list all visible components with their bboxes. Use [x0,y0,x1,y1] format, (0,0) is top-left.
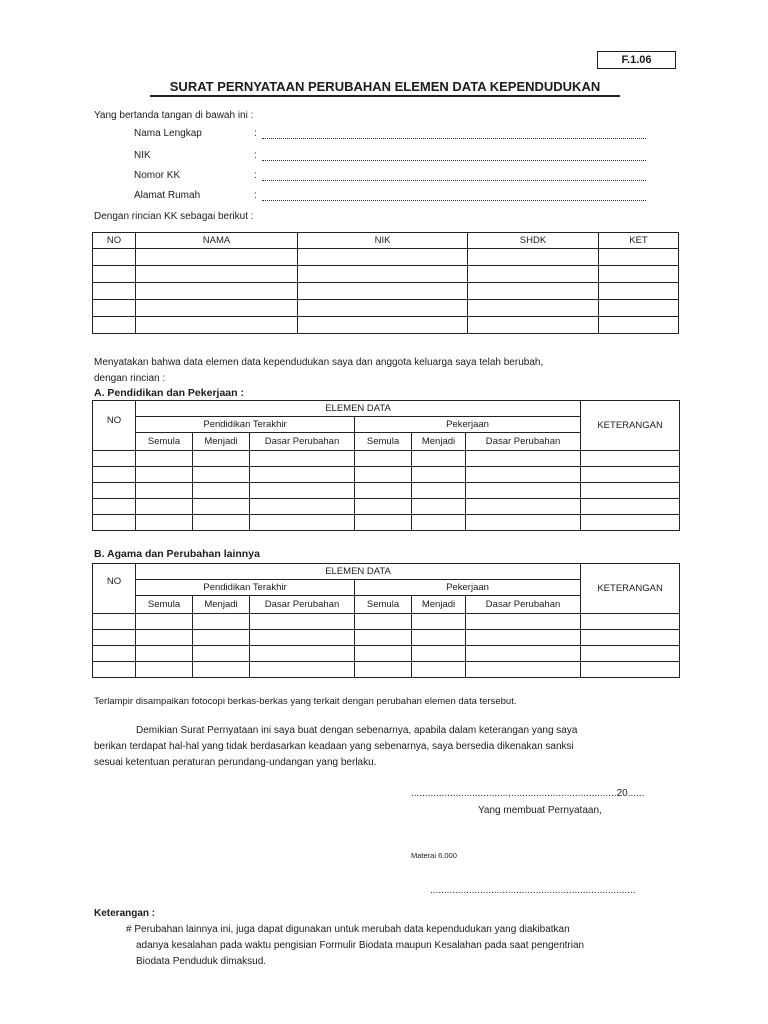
section-a-table-cell[interactable] [355,515,412,531]
section-a-header-elemen-data: ELEMEN DATA [136,401,581,417]
kk-table-cell[interactable] [599,317,679,334]
section-a-table-cell[interactable] [355,467,412,483]
kk-table-cell[interactable] [136,317,298,334]
section-b-header-pekerjaan: Pekerjaan [355,580,581,596]
kk-table-cell[interactable] [599,266,679,283]
section-b-sub-menjadi: Menjadi [193,596,250,614]
section-a-table-cell[interactable] [355,451,412,467]
kk-table-cell[interactable] [136,266,298,283]
section-a-table-cell[interactable] [250,483,355,499]
section-a-table-cell[interactable] [581,467,680,483]
field-colon: : [254,170,257,181]
form-code: F.1.06 [597,51,676,69]
kk-table-cell[interactable] [136,283,298,300]
section-b-header-elemen-data: ELEMEN DATA [136,564,581,580]
section-b-table-cell[interactable] [250,662,355,678]
closing-line-3: sesuai ketentuan peraturan perundang-undangan yang berlaku. [94,757,377,768]
kk-table-cell[interactable] [93,266,136,283]
section-a-table-row [93,467,680,483]
section-a-sub-menjadi: Menjadi [193,433,250,451]
section-b-header-keterangan: KETERANGAN [581,564,680,614]
section-a-table-cell[interactable] [93,483,136,499]
kk-table-cell[interactable] [93,300,136,317]
section-a-table-cell[interactable] [466,483,581,499]
statement-text [94,355,543,387]
section-b-table-row [93,662,680,678]
field-colon: : [254,150,257,161]
kk-table-cell[interactable] [468,300,599,317]
kk-header-nama: NAMA [136,233,298,249]
section-b-table-row [93,614,680,630]
section-b-table-cell[interactable] [93,614,136,630]
alamat-fill-line[interactable] [262,200,646,201]
section-a-table-row [93,451,680,467]
section-b-table-cell[interactable] [581,662,680,678]
section-a-table-cell[interactable] [412,467,466,483]
section-b-table-cell[interactable] [136,614,193,630]
section-a-table-cell[interactable] [136,467,193,483]
section-b-table-cell[interactable] [250,646,355,662]
section-a-table-cell[interactable] [250,451,355,467]
section-b-header-pendidikan: Pendidikan Terakhir [136,580,355,596]
section-b-table-cell[interactable] [466,614,581,630]
signer-label: Yang membuat Pernyataan, [478,805,602,816]
kk-table-cell[interactable] [93,249,136,266]
kk-header-nik: NIK [298,233,468,249]
kk-table-cell[interactable] [298,249,468,266]
section-a-table [92,400,680,531]
section-b-header-no: NO [93,564,136,614]
section-a-title: A. Pendidikan dan Pekerjaan : [94,387,244,399]
field-label-alamat: Alamat Rumah [134,190,201,201]
section-b-table-cell[interactable] [412,662,466,678]
section-b-table-row [93,630,680,646]
section-a-table-cell[interactable] [136,515,193,531]
kk-table-row [93,300,679,317]
stamp-label: Materai 6.000 [411,851,457,860]
section-a-table-cell[interactable] [193,483,250,499]
kk-table-cell[interactable] [599,283,679,300]
form-title: SURAT PERNYATAAN PERUBAHAN ELEMEN DATA KEPENDUDUKAN [150,79,620,97]
kk-table-row [93,249,679,266]
section-a-table-row [93,483,680,499]
kk-table-cell[interactable] [298,266,468,283]
section-a-table-cell[interactable] [581,499,680,515]
section-a-table-cell[interactable] [136,499,193,515]
section-a-table-cell[interactable] [250,467,355,483]
kk-table-cell[interactable] [468,249,599,266]
section-b-table-cell[interactable] [93,662,136,678]
field-label-nik: NIK [134,150,151,161]
kk-table-cell[interactable] [93,283,136,300]
section-a-sub-dasar: Dasar Perubahan [250,433,355,451]
field-colon: : [254,128,257,139]
section-b-table-cell[interactable] [466,646,581,662]
section-a-table-cell[interactable] [193,467,250,483]
section-a-table-cell[interactable] [193,499,250,515]
statement-line-1: Menyatakan bahwa data elemen data kependudukan saya dan anggota keluarga saya telah berubah, [94,357,544,368]
section-a-table-cell[interactable] [136,483,193,499]
section-a-header-pendidikan: Pendidikan Terakhir [136,417,355,433]
section-a-table-cell[interactable] [250,499,355,515]
section-a-table-cell[interactable] [581,515,680,531]
kk-header-shdk: SHDK [468,233,599,249]
kk-table-header [93,233,679,249]
nama-fill-line[interactable] [262,138,646,139]
section-a-table-row [93,515,680,531]
intro-text: Yang bertanda tangan di bawah ini : [94,110,254,121]
section-a-table-cell[interactable] [466,451,581,467]
section-a-table-cell[interactable] [93,467,136,483]
section-b-table-cell[interactable] [581,630,680,646]
signature-line[interactable]: .......................................................................... [430,885,636,896]
section-b-table-cell[interactable] [193,630,250,646]
attachment-note: Terlampir disampaikan fotocopi berkas-berkas yang terkait dengan perubahan elemen data tersebut. [94,696,517,707]
section-b-table-cell[interactable] [93,630,136,646]
kk-table-row [93,283,679,300]
section-b-table-cell[interactable] [466,630,581,646]
section-a-table-cell[interactable] [250,515,355,531]
section-b-sub-dasar: Dasar Perubahan [250,596,355,614]
section-a-header-no: NO [93,401,136,451]
note-line-2: adanya kesalahan pada waktu pengisian Formulir Biodata maupun Kesalahan pada saat pengentrian [136,940,585,951]
section-b-sub-semula-2: Semula [355,596,412,614]
section-b-sub-dasar-2: Dasar Perubahan [466,596,581,614]
closing-line-1: Demikian Surat Pernyataan ini saya buat dengan sebenarnya, apabila dalam keterangan yang saya [136,725,578,736]
section-a-table-cell[interactable] [355,499,412,515]
note-line-3: Biodata Penduduk dimaksud. [136,956,267,967]
kk-table-cell[interactable] [298,317,468,334]
kk-intro-text: Dengan rincian KK sebagai berikut : [94,211,254,222]
date-place-line[interactable]: ...................................,......................................20...... [411,788,645,799]
kk-table-cell[interactable] [468,317,599,334]
section-a-table-cell[interactable] [412,515,466,531]
field-label-nomor-kk: Nomor KK [134,170,181,181]
kk-table-cell[interactable] [468,266,599,283]
closing-line-2: berikan terdapat hal-hal yang tidak berdasarkan keadaan yang sebenarnya, saya bersedia dikenakan sanksi [94,741,574,752]
section-b-table-cell[interactable] [355,614,412,630]
section-b-table-cell[interactable] [581,614,680,630]
section-a-table-cell[interactable] [93,499,136,515]
field-label-nama: Nama Lengkap [134,128,202,139]
section-b-table-cell[interactable] [412,614,466,630]
kk-table-cell[interactable] [298,283,468,300]
section-a-table-cell[interactable] [193,451,250,467]
section-a-table-cell[interactable] [412,451,466,467]
section-a-table-cell[interactable] [136,451,193,467]
section-b-table-cell[interactable] [93,646,136,662]
section-a-table-cell[interactable] [581,483,680,499]
section-b-table-cell[interactable] [355,646,412,662]
section-a-table-cell[interactable] [466,515,581,531]
section-a-sub-dasar-2: Dasar Perubahan [466,433,581,451]
section-a-table-cell[interactable] [412,483,466,499]
section-b-table-cell[interactable] [136,662,193,678]
section-b-title: B. Agama dan Perubahan lainnya [94,548,260,560]
section-a-table-cell[interactable] [93,451,136,467]
kk-table-cell[interactable] [599,249,679,266]
kk-table-cell[interactable] [93,317,136,334]
section-b-table-row [93,646,680,662]
section-a-table-cell[interactable] [193,515,250,531]
section-a-sub-semula: Semula [136,433,193,451]
kk-table-cell[interactable] [599,300,679,317]
statement-line-2: dengan rincian : [94,373,166,384]
section-b-table-cell[interactable] [466,662,581,678]
section-b-sub-menjadi-2: Menjadi [412,596,466,614]
kk-table-cell[interactable] [298,300,468,317]
section-a-table-cell[interactable] [466,467,581,483]
nik-fill-line[interactable] [262,160,646,161]
kk-header-ket: KET [599,233,679,249]
section-b-table-cell[interactable] [193,646,250,662]
field-colon: : [254,190,257,201]
kk-table-cell[interactable] [136,249,298,266]
section-a-table-cell[interactable] [581,451,680,467]
section-a-table-cell[interactable] [355,483,412,499]
section-b-table-cell[interactable] [412,646,466,662]
section-a-table-cell[interactable] [412,499,466,515]
notes-text [126,922,584,970]
kk-header-no: NO [93,233,136,249]
kk-table-cell[interactable] [136,300,298,317]
kk-table-cell[interactable] [468,283,599,300]
kk-table-row [93,266,679,283]
section-b-table-cell[interactable] [250,614,355,630]
notes-title: Keterangan : [94,908,156,919]
section-b-table-cell[interactable] [412,630,466,646]
section-a-header-pekerjaan: Pekerjaan [355,417,581,433]
section-a-sub-menjadi-2: Menjadi [412,433,466,451]
section-a-sub-semula-2: Semula [355,433,412,451]
section-a-header-keterangan: KETERANGAN [581,401,680,451]
kk-table-row [93,317,679,334]
section-b-table [92,563,680,678]
closing-paragraph [94,723,577,771]
section-a-table-row [93,499,680,515]
section-b-table-cell[interactable] [193,614,250,630]
section-b-table-cell[interactable] [250,630,355,646]
section-b-table-cell[interactable] [193,662,250,678]
section-b-table-cell[interactable] [581,646,680,662]
section-b-table-cell[interactable] [136,646,193,662]
section-a-table-cell[interactable] [93,515,136,531]
section-b-sub-semula: Semula [136,596,193,614]
kk-table [92,232,679,334]
section-b-table-cell[interactable] [136,630,193,646]
note-line-1: # Perubahan lainnya ini, juga dapat digunakan untuk merubah data kependudukan yang diakibatkan [126,924,570,935]
nomor-kk-fill-line[interactable] [262,180,646,181]
section-b-table-cell[interactable] [355,662,412,678]
section-b-table-cell[interactable] [355,630,412,646]
section-a-table-cell[interactable] [466,499,581,515]
